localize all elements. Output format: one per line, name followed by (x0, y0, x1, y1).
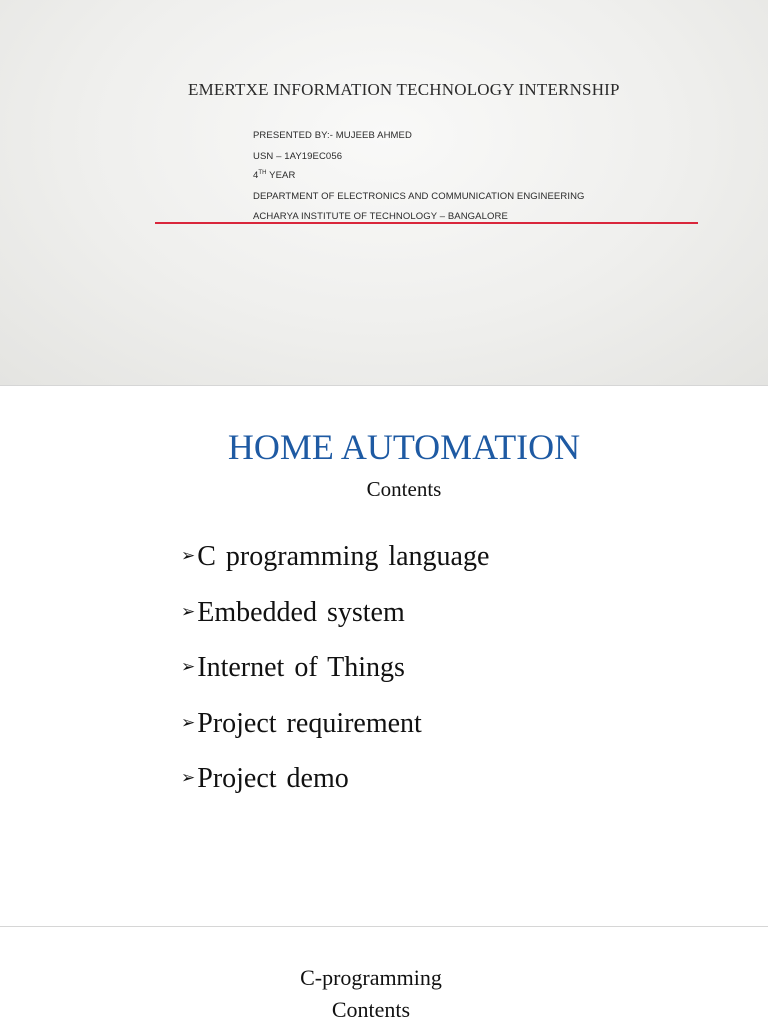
department-line: DEPARTMENT OF ELECTRONICS AND COMMUNICATION ENGINEERING (253, 191, 585, 202)
list-item-text: Project demo (197, 763, 349, 794)
arrow-bullet-icon: ➢ (181, 546, 196, 566)
title-slide (0, 0, 768, 386)
list-item (181, 763, 489, 819)
slide-subtitle: Contents (331, 997, 411, 1022)
year-line (253, 170, 295, 181)
list-item-text: Project requirement (197, 707, 422, 739)
presenter-line: PRESENTED BY:- MUJEEB AHMED (253, 130, 412, 141)
arrow-bullet-icon: ➢ (181, 768, 196, 788)
arrow-bullet-icon: ➢ (181, 712, 196, 733)
accent-rule (155, 222, 698, 224)
internship-title: EMERTXE INFORMATION TECHNOLOGY INTERNSHIP (188, 80, 620, 99)
list-item-text: C programming language (197, 541, 490, 572)
slide-title: C-programming (300, 965, 442, 990)
usn-line: USN – 1AY19EC056 (253, 151, 343, 162)
list-item (181, 541, 489, 597)
year-number: 4 (253, 170, 259, 182)
list-item-text: Embedded system (197, 596, 405, 628)
list-item (181, 708, 489, 764)
contents-list (181, 541, 489, 819)
year-label: YEAR (269, 170, 296, 182)
year-suffix: TH (258, 170, 267, 176)
slide-subtitle: Contents (366, 477, 442, 501)
arrow-bullet-icon: ➢ (181, 601, 196, 622)
c-programming-slide (0, 927, 768, 1024)
list-item (181, 597, 489, 653)
contents-slide (0, 386, 768, 926)
institute-line: ACHARYA INSTITUTE OF TECHNOLOGY – BANGALORE (253, 211, 508, 222)
arrow-bullet-icon: ➢ (181, 657, 196, 677)
list-item (181, 652, 489, 708)
list-item-text: Internet of Things (197, 652, 405, 683)
slide-title: HOME AUTOMATION (227, 427, 581, 467)
